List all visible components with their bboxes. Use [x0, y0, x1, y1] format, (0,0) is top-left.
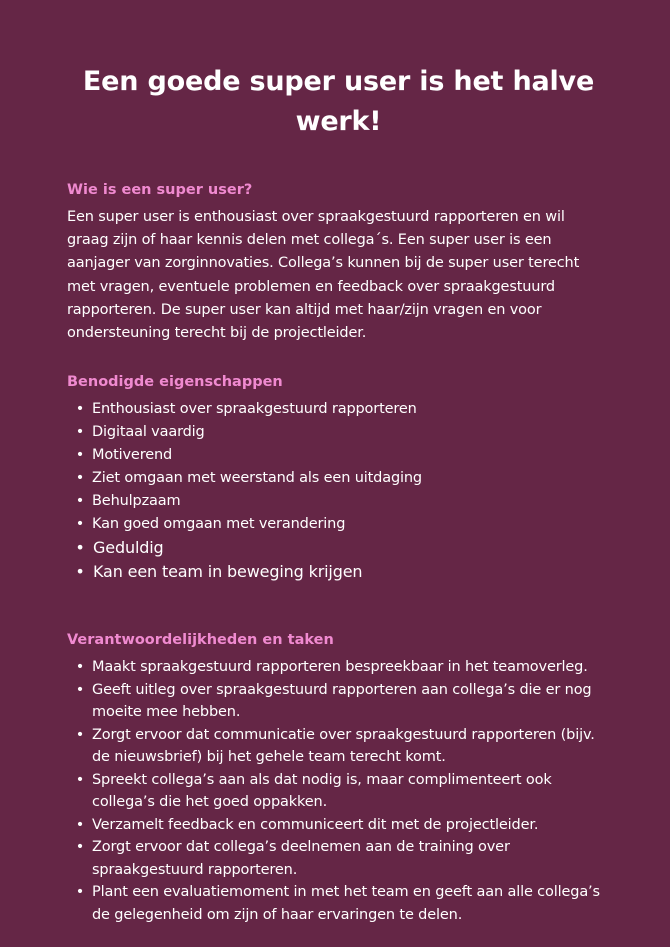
bullet-icon: • — [75, 771, 85, 788]
intro-paragraph: Een super user is enthousiast over spraakgestuurd rapporteren en wil graag zijn of haar kennis delen met collega´s. Een super user is een aanjager van zorginnovaties. Collega’s kunnen bij de super user terecht met vragen, eventuele problemen en feedback over spraakgestuurd rapporteren. De super user kan altijd met haar/zijn vragen en voor ondersteuning terecht bij de projectleider. — [67, 209, 580, 342]
section-heading: Verantwoordelijkheden en taken — [67, 632, 334, 649]
bullet-icon: • — [75, 726, 85, 743]
list-item: • Plant een evaluatiemoment in met het team en geeft aan alle collega’s de gelegenheid om zijn of haar ervaringen te delen. — [75, 881, 610, 926]
bullet-icon: • — [75, 447, 85, 464]
bullet-icon: • — [75, 470, 85, 487]
list-item: • Ziet omgaan met weerstand als een uitdaging — [75, 467, 610, 490]
bullet-icon: • — [75, 516, 85, 533]
list-item: • Zorgt ervoor dat communicatie over spraakgestuurd rapporteren (bijv. de nieuwsbrief) bij het gehele team terecht komt. — [75, 724, 610, 769]
list-item: • Behulpzaam — [75, 490, 610, 513]
bullet-icon: • — [75, 424, 85, 441]
bullet-icon: • — [75, 401, 85, 418]
eigenschappen-list — [67, 398, 610, 584]
list-item: • Zorgt ervoor dat collega’s deelnemen aan de training over spraakgestuurd rapporteren. — [75, 836, 610, 881]
section-heading: Benodigde eigenschappen — [67, 374, 283, 391]
bullet-icon: • — [75, 493, 85, 510]
list-item: • Verzamelt feedback en communiceert dit met de projectleider. — [75, 814, 610, 837]
list-item: • Enthousiast over spraakgestuurd rapporteren — [75, 398, 610, 421]
bullet-icon: • — [75, 562, 85, 582]
list-item: • Digitaal vaardig — [75, 421, 610, 444]
bullet-icon: • — [75, 538, 85, 558]
section-benodigde-eigenschappen — [67, 372, 610, 584]
page-title: Een goede super user is het halve werk! — [82, 66, 595, 137]
list-item: • Maakt spraakgestuurd rapporteren bespreekbaar in het teamoverleg. — [75, 656, 610, 679]
section-wie-is-super-user — [67, 180, 610, 345]
list-item: • Geduldig — [75, 536, 610, 560]
taken-list — [67, 656, 610, 926]
bullet-icon: • — [75, 816, 85, 833]
bullet-icon: • — [75, 659, 85, 676]
list-item: • Motiverend — [75, 444, 610, 467]
bullet-icon: • — [75, 681, 85, 698]
bullet-icon: • — [75, 884, 85, 901]
list-item: • Kan een team in beweging krijgen — [75, 560, 610, 584]
section-heading: Wie is een super user? — [67, 182, 253, 198]
list-item: • Kan goed omgaan met verandering — [75, 513, 610, 536]
bullet-icon: • — [75, 839, 85, 856]
list-item: • Geeft uitleg over spraakgestuurd rapporteren aan collega’s die er nog moeite mee hebben. — [75, 679, 610, 724]
list-item: • Spreekt collega’s aan als dat nodig is, maar complimenteert ook collega’s die het goed oppakken. — [75, 769, 610, 814]
section-verantwoordelijkheden-taken — [67, 630, 610, 926]
